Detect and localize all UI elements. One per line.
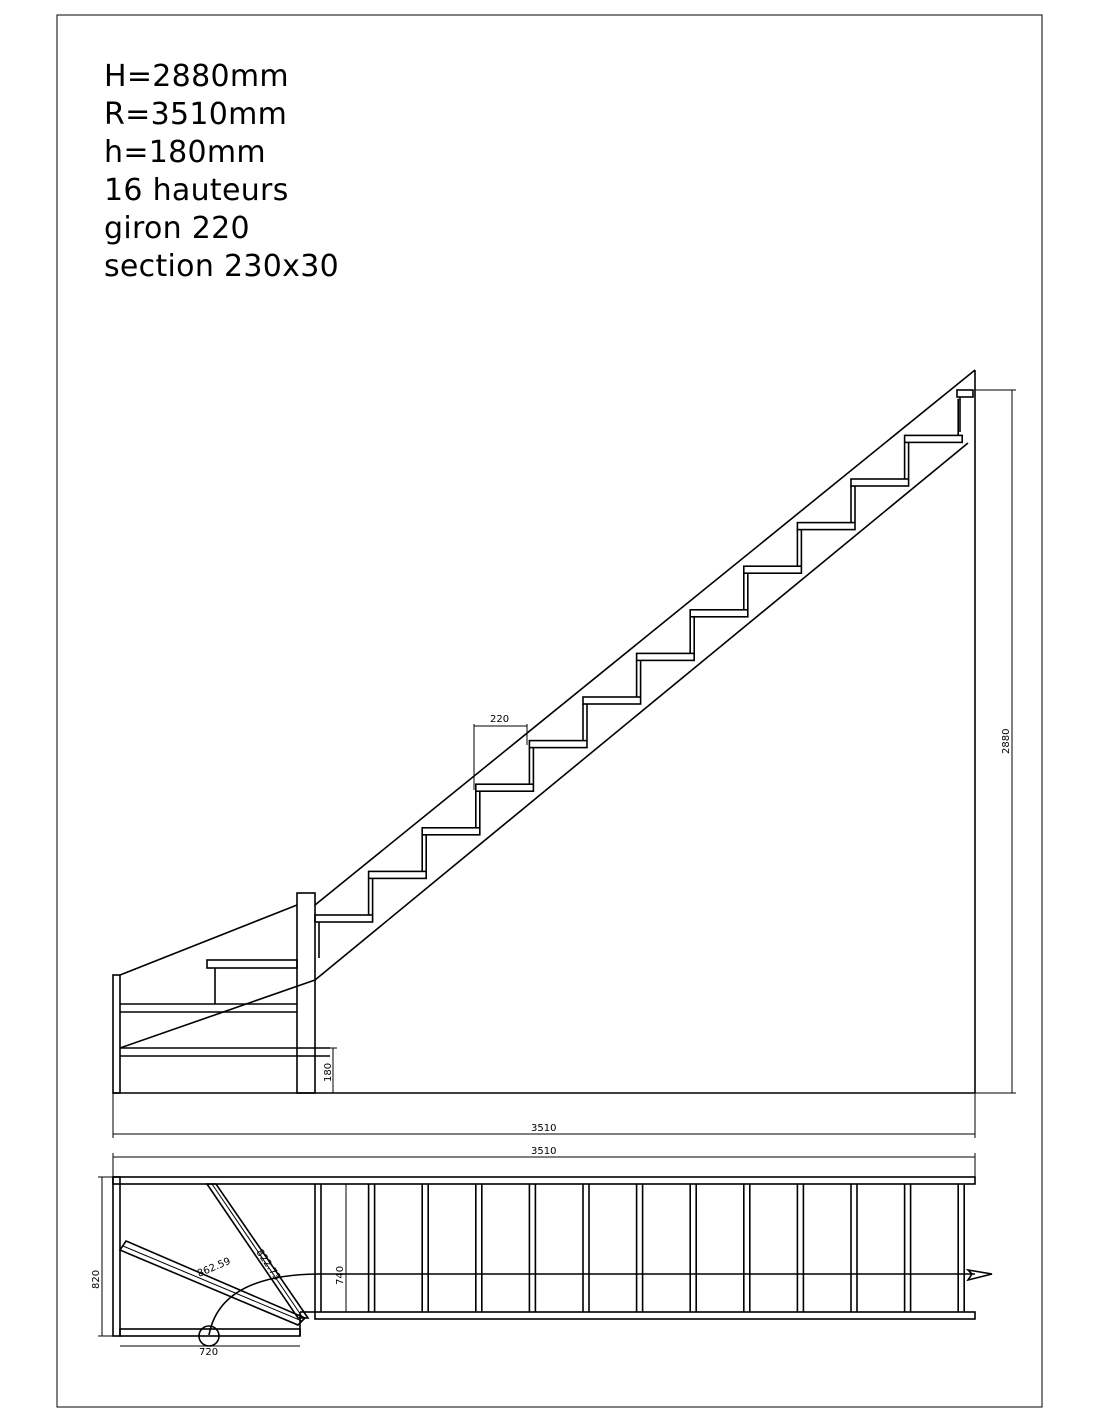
winder-tread xyxy=(207,960,297,968)
handrail-main xyxy=(315,370,975,905)
spec-risers-count: 16 hauteurs xyxy=(104,173,289,208)
walking-line xyxy=(209,1274,975,1335)
stair-tread xyxy=(369,871,427,878)
stair-tread xyxy=(637,653,695,660)
plan-view xyxy=(91,1146,992,1358)
height-dim-label: 2880 xyxy=(1001,728,1012,754)
stair-tread xyxy=(905,435,963,442)
drawing-frame xyxy=(57,15,1042,1407)
plan-newel-dim-label: 720 xyxy=(199,1347,219,1358)
top-landing-tread xyxy=(957,390,973,397)
spec-tread-depth: giron 220 xyxy=(104,211,250,246)
stair-tread xyxy=(315,915,373,922)
tread-dim-label: 220 xyxy=(490,714,510,725)
stair-tread xyxy=(851,479,909,486)
stair-tread xyxy=(797,523,855,530)
plan-top-stringer xyxy=(113,1177,975,1184)
spec-section: section 230x30 xyxy=(104,249,339,284)
walking-line-arrow xyxy=(968,1270,992,1280)
spec-riser: h=180mm xyxy=(104,135,266,170)
plan-width-dim-label: 820 xyxy=(91,1269,102,1289)
plan-bottom-stringer xyxy=(315,1312,975,1319)
riser-dim-label: 180 xyxy=(323,1062,334,1082)
handrail-lower xyxy=(120,905,297,975)
stringer-main xyxy=(315,443,968,980)
stair-tread xyxy=(422,828,480,835)
stair-tread xyxy=(529,741,587,748)
stair-steps xyxy=(315,399,962,958)
spec-run: R=3510mm xyxy=(104,97,288,132)
plan-diagonal-2-label: 822.73 xyxy=(253,1247,283,1283)
plan-run-dim-label: 3510 xyxy=(531,1146,557,1157)
stair-tread xyxy=(476,784,534,791)
stair-tread xyxy=(744,566,802,573)
plan-left-stringer xyxy=(113,1177,120,1336)
stair-tread xyxy=(583,697,641,704)
spec-height: H=2880mm xyxy=(104,59,289,94)
stringer-lower xyxy=(120,980,315,1048)
plan-treads xyxy=(315,1184,964,1312)
middle-newel-post xyxy=(297,893,315,1093)
plan-inner-dim-label: 740 xyxy=(335,1265,346,1285)
stair-tread xyxy=(690,610,748,617)
left-newel-post xyxy=(113,975,120,1093)
elevation-view xyxy=(113,370,1016,1138)
run-dim-label: 3510 xyxy=(531,1123,557,1134)
plan-diagonal-1-label: 862.59 xyxy=(195,1255,233,1280)
